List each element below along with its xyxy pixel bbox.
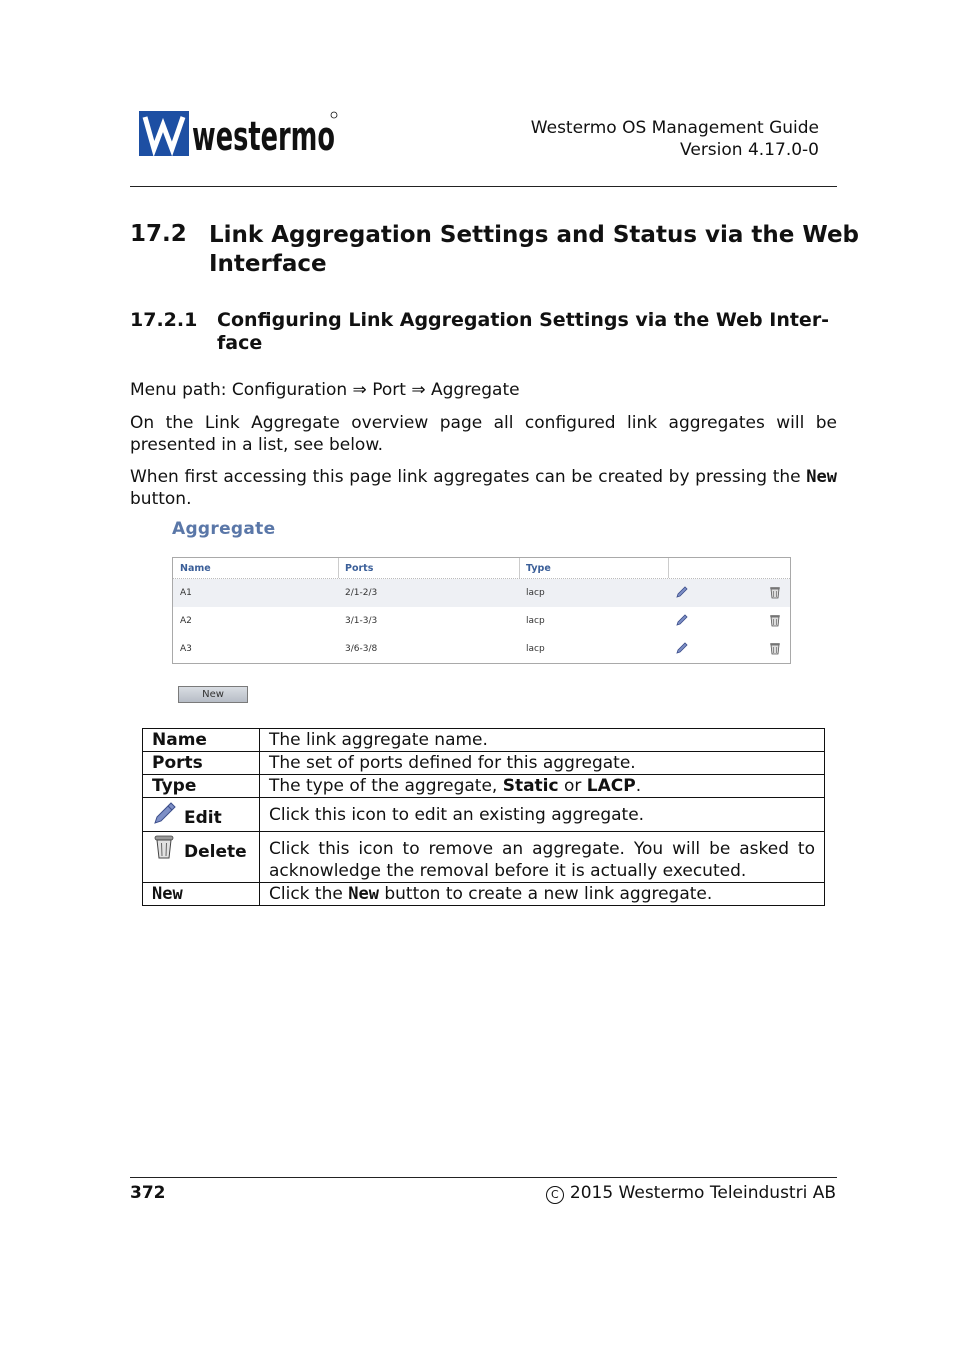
paragraph-text: button.: [130, 489, 192, 509]
aggregate-row[interactable]: [173, 635, 790, 663]
aggregate-table-header: [173, 558, 790, 579]
type-static: Static: [502, 776, 559, 796]
definition-row: [143, 883, 825, 906]
menu-path-label: Menu path:: [130, 380, 232, 400]
westermo-logo: [138, 109, 340, 159]
desc-new: [260, 883, 825, 906]
desc-ports: The set of ports defined for this aggregate.: [260, 752, 825, 775]
desc-type: [260, 775, 825, 798]
column-divider: [668, 558, 669, 578]
subsection-number: 17.2.1: [130, 309, 198, 331]
subsection-title-line2: face: [217, 332, 263, 354]
aggregate-type: lacp: [526, 616, 545, 626]
intro-paragraph: On the Link Aggregate overview page all configured link aggregates will be presented in a list, see below.: [130, 413, 837, 455]
section-number: 17.2: [130, 221, 187, 247]
aggregate-ports: 2/1-2/3: [345, 588, 378, 598]
aggregate-ports: 3/1-3/3: [345, 616, 378, 626]
term-type: Type: [143, 775, 260, 798]
desc-text: or: [558, 776, 587, 796]
doc-title: Westermo OS Management Guide: [530, 118, 819, 138]
column-divider: [338, 558, 339, 578]
desc-text: Click the: [269, 884, 349, 904]
aggregate-name: A3: [180, 644, 192, 654]
aggregate-row[interactable]: [173, 579, 790, 607]
term-edit-label: Edit: [184, 808, 222, 828]
aggregate-name: A2: [180, 616, 192, 626]
menu-path-item: Port: [372, 380, 406, 400]
doc-version: Version 4.17.0-0: [680, 140, 819, 160]
aggregate-ports: 3/6-3/8: [345, 644, 378, 654]
definition-row: [143, 752, 825, 775]
aggregate-row[interactable]: [173, 607, 790, 635]
code-new: New: [806, 467, 837, 487]
edit-pencil-icon[interactable]: [675, 585, 689, 599]
aggregate-type: lacp: [526, 644, 545, 654]
desc-edit: Click this icon to edit an existing aggregate.: [260, 798, 825, 832]
menu-path: [130, 379, 837, 401]
aggregate-type: lacp: [526, 588, 545, 598]
delete-trash-icon[interactable]: [768, 613, 782, 627]
delete-trash-icon: [152, 834, 176, 860]
desc-delete: Click this icon to remove an aggregate. You will be asked to acknowledge the removal before it is actually executed.: [260, 832, 825, 883]
delete-trash-icon[interactable]: [768, 641, 782, 655]
aggregate-list-panel: [172, 557, 791, 664]
edit-pencil-icon: [152, 800, 176, 826]
edit-pencil-icon[interactable]: [675, 641, 689, 655]
logo-wordmark: westermo: [192, 114, 335, 160]
column-divider: [519, 558, 520, 578]
code-new: New: [348, 884, 379, 904]
menu-path-item: Configuration: [231, 380, 348, 400]
menu-path-item: Aggregate: [430, 380, 520, 400]
section-title: Link Aggregation Settings and Status via the Web Interface: [209, 222, 860, 277]
definition-row: [143, 832, 825, 883]
aggregate-page-title: Aggregate: [172, 519, 276, 539]
field-definition-table: [142, 728, 825, 906]
menu-path-arrow: ⇒: [405, 380, 431, 400]
page-number: 372: [130, 1183, 166, 1203]
term-delete: [143, 832, 260, 883]
definition-row: [143, 775, 825, 798]
copyright-text: 2015 Westermo Teleindustri AB: [569, 1183, 836, 1203]
term-edit: [143, 798, 260, 832]
new-button-paragraph: [130, 466, 837, 510]
subsection-title: [217, 309, 842, 355]
paragraph-text: When first accessing this page link aggregates can be created by pressing the: [130, 467, 807, 487]
desc-text: button to create a new link aggregate.: [378, 884, 713, 904]
desc-text: .: [635, 776, 642, 796]
menu-path-arrow: ⇒: [347, 380, 373, 400]
aggregate-name: A1: [180, 588, 192, 598]
desc-name: The link aggregate name.: [260, 729, 825, 752]
desc-text: The type of the aggregate,: [269, 776, 503, 796]
definition-row: [143, 729, 825, 752]
copyright-icon: C: [546, 1186, 564, 1204]
new-aggregate-button[interactable]: New: [178, 686, 248, 703]
term-new: New: [143, 883, 260, 906]
delete-trash-icon[interactable]: [768, 585, 782, 599]
column-header-ports: Ports: [345, 563, 374, 574]
footer-rule: [130, 1177, 837, 1178]
definition-row: [143, 798, 825, 832]
term-delete-label: Delete: [184, 842, 247, 862]
header-rule: [130, 186, 837, 187]
column-header-name: Name: [180, 563, 211, 574]
subsection-title-line1: Configuring Link Aggregation Settings via the Web Inter-: [217, 309, 830, 331]
edit-pencil-icon[interactable]: [675, 613, 689, 627]
term-name: Name: [143, 729, 260, 752]
type-lacp: LACP: [586, 776, 636, 796]
column-header-type: Type: [526, 563, 551, 574]
term-ports: Ports: [143, 752, 260, 775]
copyright-notice: [546, 1183, 836, 1204]
